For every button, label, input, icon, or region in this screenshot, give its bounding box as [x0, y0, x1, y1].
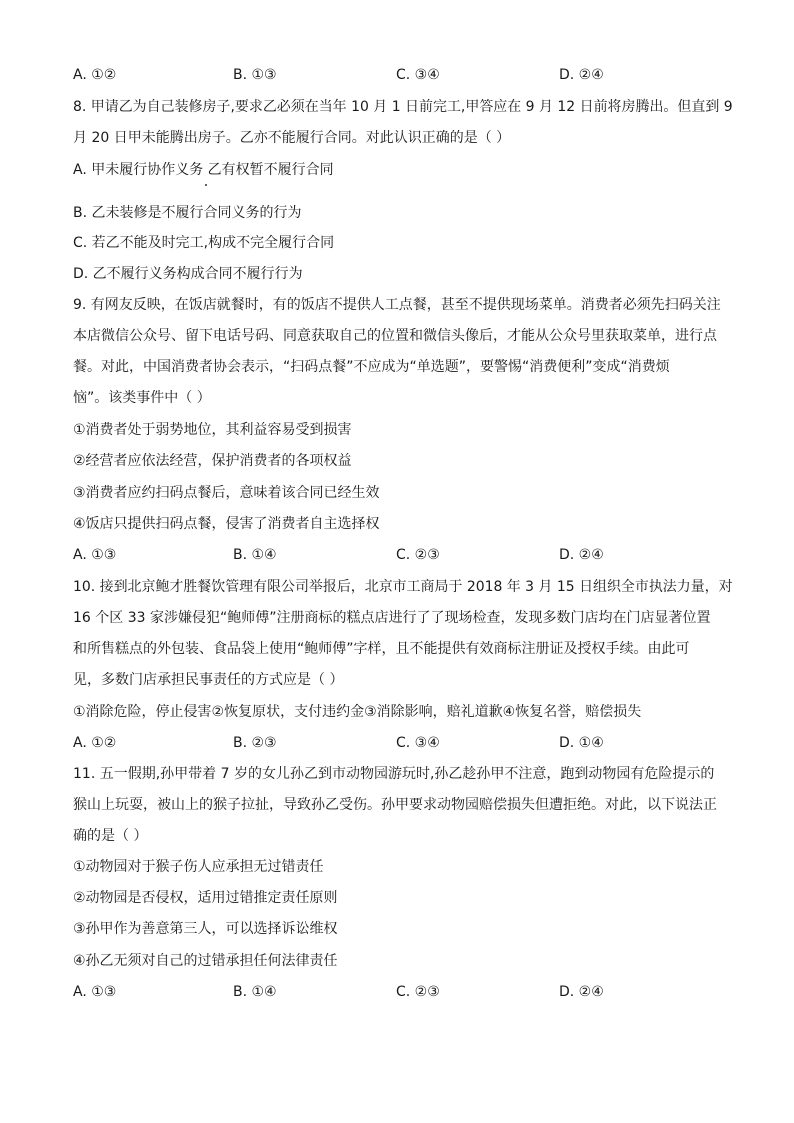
q11-stem-line: 猴山上玩耍，被山上的猴子拉扯，导致孙乙受伤。孙甲要求动物园赔偿损失但遭拒绝。对此，以下说法正 — [73, 797, 717, 813]
q8-choice-d[interactable]: D. 乙不履行义务构成合同不履行行为 — [73, 266, 303, 282]
q10-options — [73, 734, 733, 752]
q11-option-b[interactable]: B. ①④ — [233, 984, 277, 1000]
q9-item-2: ②经营者应依法经营，保护消费者的各项权益 — [73, 453, 352, 469]
q9-option-d[interactable]: D. ②④ — [559, 547, 604, 563]
q9-item-4: ④饭店只提供扫码点餐，侵害了消费者自主选择权 — [73, 516, 380, 532]
stray-mark — [205, 184, 207, 186]
q9-item-3: ③消费者应约扫码点餐后，意味着该合同已经生效 — [73, 485, 380, 501]
q7-option-d[interactable]: D. ②④ — [559, 67, 604, 83]
q10-stem-line: 16 个区 33 家涉嫌侵犯“鲍师傅”注册商标的糕点店进行了了现场检查，发现多数门店均在门店显著位置 — [73, 610, 711, 626]
q11-item-4: ④孙乙无须对自己的过错承担任何法律责任 — [73, 953, 338, 969]
q11-option-c[interactable]: C. ②③ — [396, 984, 440, 1000]
q9-stem-line: 9. 有网友反映，在饭店就餐时，有的饭店不提供人工点餐，甚至不提供现场菜单。消费者必须先扫码关注 — [73, 297, 721, 313]
q8-stem-line: 月 20 日甲未能腾出房子。乙亦不能履行合同。对此认识正确的是（ ） — [73, 130, 511, 146]
q11-stem-line: 确的是（ ） — [73, 828, 148, 844]
q9-options — [73, 546, 733, 564]
q11-item-2: ②动物园是否侵权，适用过错推定责任原则 — [73, 890, 338, 906]
q11-item-1: ①动物园对于猴子伤人应承担无过错责任 — [73, 859, 324, 875]
q7-option-a[interactable]: A. ①② — [73, 67, 117, 83]
q9-stem-line: 本店微信公众号、留下电话号码、同意获取自己的位置和微信头像后，才能从公众号里获取菜单，进行点 — [73, 328, 717, 344]
q10-option-a[interactable]: A. ①② — [73, 735, 117, 751]
q8-stem-line: 8. 甲请乙为自己装修房子,要求乙必须在当年 10 月 1 日前完工,甲答应在 9 月 12 日前将房腾出。但直到 9 — [73, 99, 733, 115]
q11-option-d[interactable]: D. ②④ — [559, 984, 604, 1000]
q9-stem-line: 恼”。该类事件中（ ） — [73, 390, 211, 406]
q10-items: ①消除危险，停止侵害②恢复原状，支付违约金③消除影响，赔礼道歉④恢复名誉，赔偿损失 — [73, 704, 642, 720]
q8-choice-c[interactable]: C. 若乙不能及时完工,构成不完全履行合同 — [73, 235, 335, 251]
q9-option-a[interactable]: A. ①③ — [73, 547, 117, 563]
q10-stem-line: 10. 接到北京鲍才胜餐饮管理有限公司举报后，北京市工商局于 2018 年 3 月 15 日组织全市执法力量，对 — [73, 579, 733, 595]
q10-option-b[interactable]: B. ②③ — [233, 735, 277, 751]
q11-stem-line: 11. 五一假期,孙甲带着 7 岁的女儿孙乙到市动物园游玩时,孙乙趁孙甲不注意，跑到动物园有危险提示的 — [73, 766, 715, 782]
q10-option-d[interactable]: D. ①④ — [559, 735, 604, 751]
q11-options — [73, 983, 733, 1001]
q7-option-c[interactable]: C. ③④ — [396, 67, 440, 83]
q8-choice-b[interactable]: B. 乙未装修是不履行合同义务的行为 — [73, 205, 302, 221]
q9-option-c[interactable]: C. ②③ — [396, 547, 440, 563]
q7-options — [73, 66, 733, 84]
q9-item-1: ①消费者处于弱势地位，其利益容易受到损害 — [73, 422, 352, 438]
q7-option-b[interactable]: B. ①③ — [233, 67, 277, 83]
q9-option-b[interactable]: B. ①④ — [233, 547, 277, 563]
q9-stem-line: 餐。对此，中国消费者协会表示，“扫码点餐”不应成为“单选题”，要警惕“消费便利”变成“消费烦 — [73, 359, 670, 375]
q10-stem-line: 见，多数门店承担民事责任的方式应是（ ） — [73, 672, 344, 688]
q8-choice-a[interactable]: A. 甲未履行协作义务 乙有权暂不履行合同 — [73, 162, 334, 178]
q10-stem-line: 和所售糕点的外包装、食品袋上使用“鲍师傅”字样，且不能提供有效商标注册证及授权手续。由此可 — [73, 641, 690, 657]
q11-item-3: ③孙甲作为善意第三人，可以选择诉讼维权 — [73, 921, 338, 937]
q10-option-c[interactable]: C. ③④ — [396, 735, 440, 751]
q11-option-a[interactable]: A. ①③ — [73, 984, 117, 1000]
